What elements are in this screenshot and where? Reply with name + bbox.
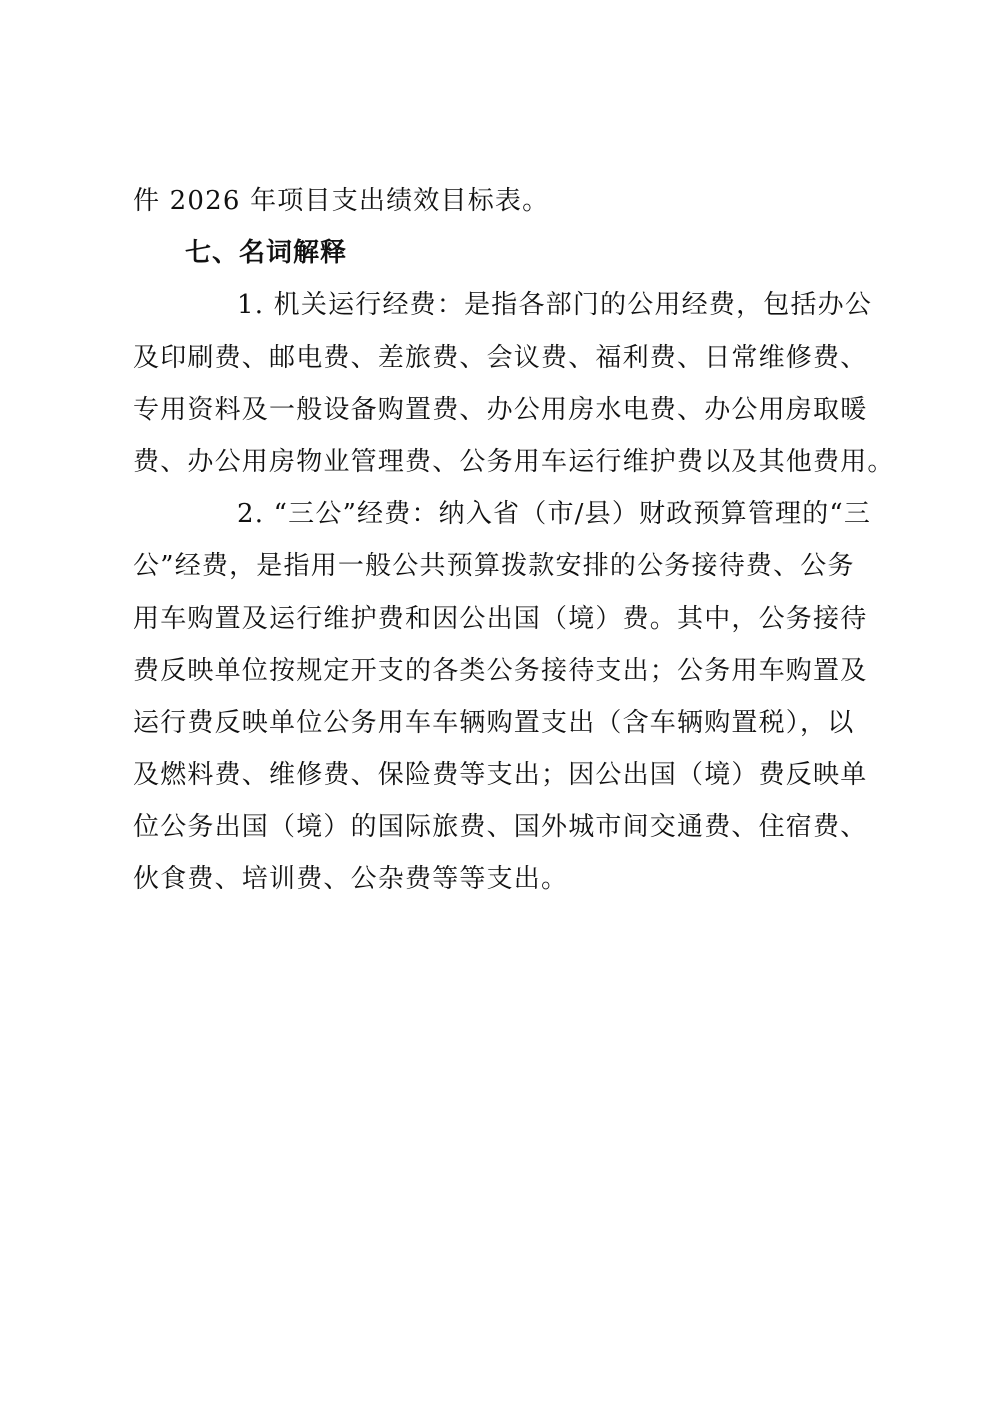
- definition-2-line: 位公务出国（境）的国际旅费、国外城市间交通费、住宿费、: [133, 812, 868, 843]
- definition-2-line: 运行费反映单位公务用车车辆购置支出（含车辆购置税），以: [133, 707, 855, 738]
- definition-1-line: 1. 机关运行经费：是指各部门的公用经费，包括办公: [237, 290, 873, 321]
- definition-2-line: 及燃料费、维修费、保险费等支出；因公出国（境）费反映单: [133, 760, 868, 791]
- document-body: [133, 175, 895, 906]
- definition-2-line: 公”经费，是指用一般公共预算拨款安排的公务接待费、公务: [133, 551, 855, 582]
- definition-1-line: 费、办公用房物业管理费、公务用车运行维护费以及其他费用。: [133, 446, 895, 477]
- section-heading: 七、名词解释: [185, 238, 348, 269]
- definition-2-line: 2. “三公”经费：纳入省（市/县）财政预算管理的“三: [237, 499, 872, 530]
- definition-2-line: 用车购置及运行维护费和因公出国（境）费。其中，公务接待: [133, 603, 868, 634]
- definition-2-line: 伙食费、培训费、公杂费等等支出。: [133, 864, 569, 895]
- paragraph-continuation-line: 件 2026 年项目支出绩效目标表。: [133, 186, 550, 216]
- definition-1-line: 及印刷费、邮电费、差旅费、会议费、福利费、日常维修费、: [133, 342, 868, 373]
- definition-1-line: 专用资料及一般设备购置费、办公用房水电费、办公用房取暖: [133, 394, 868, 425]
- definition-2-line: 费反映单位按规定开支的各类公务接待支出；公务用车购置及: [133, 655, 868, 686]
